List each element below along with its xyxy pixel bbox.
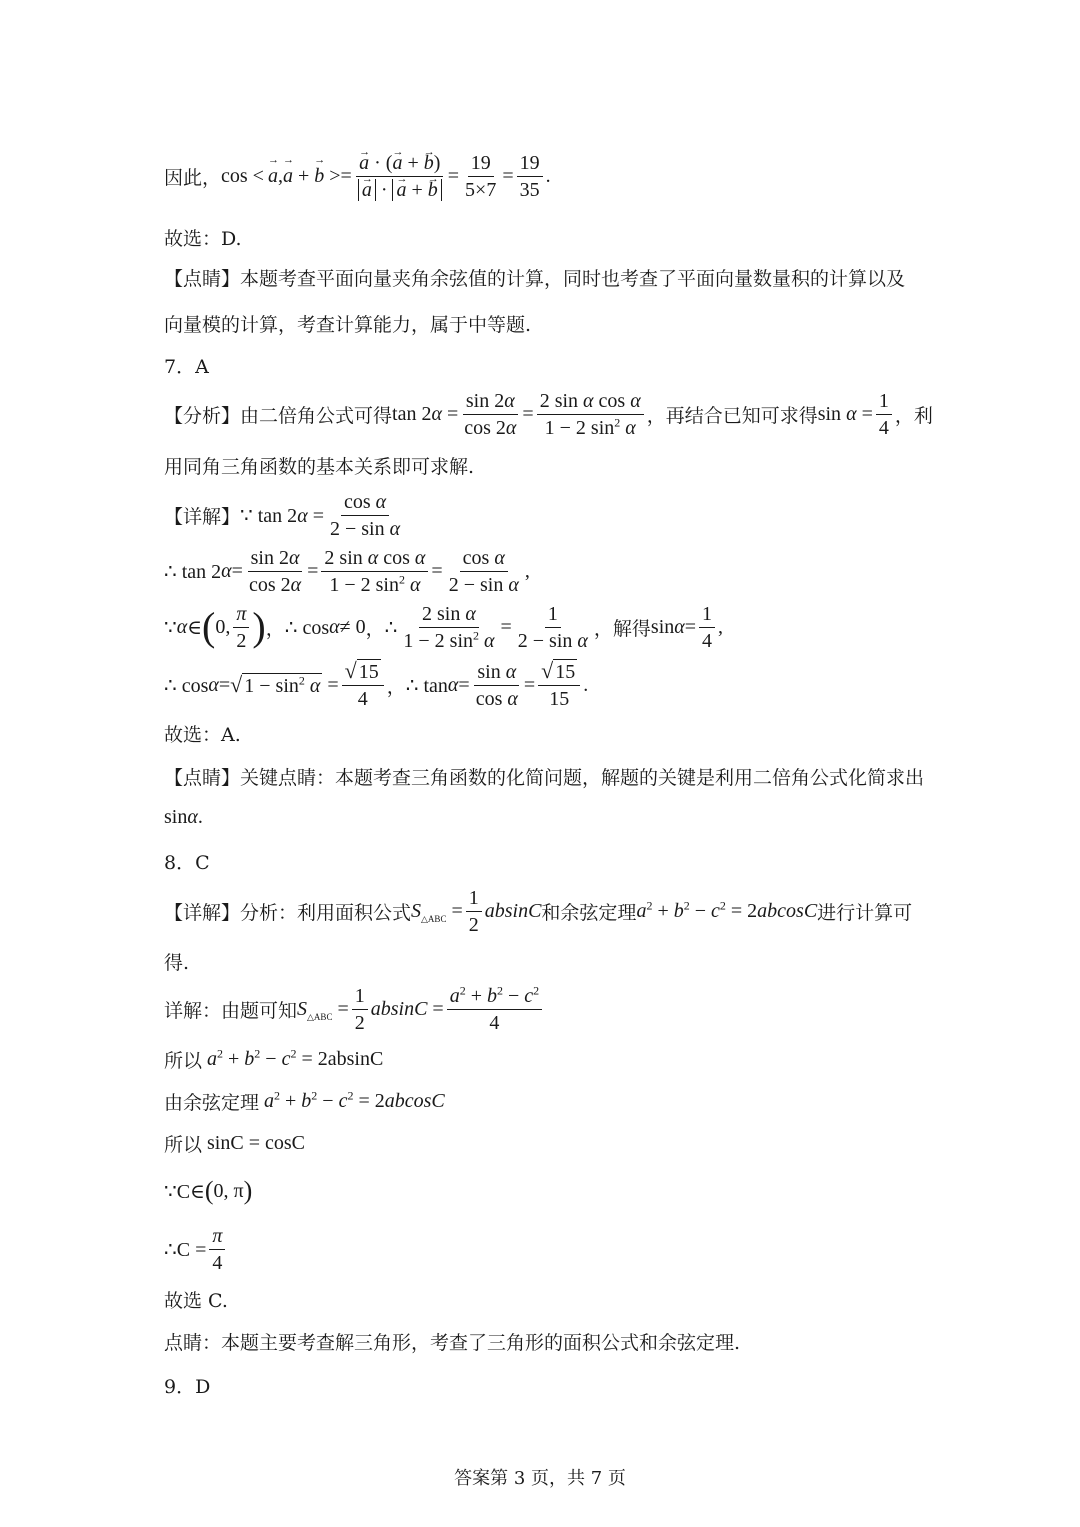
formula-cos-angle: 因此， cos < → a , → a + → b >= → a · (→ a + → b) → a · → a + → b = $\frac{19}{5\times 7}$ = $\frac{19}{35}$ . — [164, 140, 551, 212]
detail-8-line-5: 所以 sinC = cosC — [164, 1132, 305, 1156]
detail-7-line-2: ∴ tan 2 α = $\frac{\sin 2\alpha}{\cos 2\alpha}$ = $\frac{\text{2 sin α cos α}}{1 - 2 \sin^2 \alpha}$ = $\frac{\text{cos α}}{\text{2 − sin α}}$ , — [164, 546, 530, 596]
detail-8-line-2: 详解：由题可知 $S_{\triangle ABC}$ = $\frac{1}{2}$ absinC = $\frac{a^2 + b^2 - c^2}{4}$ — [164, 984, 545, 1034]
detail-8-line-1: 【详解】分析：利用面积公式 $S_{\triangle ABC}$ = $\frac{1}{2}$ absinC 和余弦定理 $a^2 + b^2 - c^2 = 2abcosC$ 进行计算可 — [164, 886, 913, 936]
note-7-continued: sin α . — [164, 806, 203, 828]
choice-a: 故选：A. — [164, 724, 241, 746]
question-9-heading: 9．D — [164, 1376, 211, 1398]
detail-8-line-6: ∵C∈ ( 0, π ) — [164, 1176, 253, 1205]
note-8: 点睛：本题主要考查解三角形，考查了三角形的面积公式和余弦定理. — [164, 1332, 741, 1354]
choice-d: 故选：D. — [164, 228, 242, 250]
detail-8-line-1-continued: 得. — [164, 952, 190, 974]
analysis-7: 【分析】由二倍角公式可得 tan 2α = $\frac{\sin 2\alpha}{\cos 2\alpha}$ = $\frac{\text{2 sin α cos α}}{1 - 2 \sin^2 \alpha}$ ，再结合已知可求得 sin α = $\frac{1}{4}$ ，利 — [164, 389, 933, 439]
detail-7-line-4: ∴ cos α = √ $1 - \sin^2 \alpha$ = √ 15 4 ， ∴ tan α = $\frac{\text{sin α}}{\text{cos α}}$ = √ 15 15 . — [164, 658, 589, 710]
analysis-7-continued: 用同角三角函数的基本关系即可求解. — [164, 456, 475, 478]
detail-7-line-1: 【详解】 ∵ tan 2α = $\frac{\text{cos α}}{\text{2 − sin α}}$ — [164, 490, 401, 540]
choice-c: 故选 C. — [164, 1290, 228, 1312]
detail-8-line-7: ∴C = $\frac{\pi}{4}$ — [164, 1226, 228, 1272]
note-paragraph-6: 【点睛】本题考查平面向量夹角余弦值的计算，同时也考查了平面向量数量积的计算以及向量模的计算，考查计算能力，属于中等题. — [164, 268, 906, 336]
detail-8-line-4: 由余弦定理 $a^2 + b^2 - c^2 = 2abcosC$ — [164, 1088, 445, 1114]
detail-8-line-3: 所以 $a^2 + b^2 - c^2 = 2absinC$ — [164, 1046, 384, 1072]
question-7-heading: 7．A — [164, 356, 209, 378]
page-footer: 答案第 3 页，共 7 页 — [454, 1468, 626, 1489]
detail-7-line-3: ∵ α ∈ ( 0, $\frac{\pi}{2}$ ) ， ∴ cos α ≠ 0 ， ∴ $\frac{\text{2 sin α}}{1 - 2 \sin^2 \alpha}$ = $\frac{1}{\text{2 − sin α}}$ ，解得 sin α = $\frac{1}{4}$ , — [164, 602, 724, 652]
note-7: 【点睛】关键点睛：本题考查三角函数的化简问题，解题的关键是利用二倍角公式化简求出 — [164, 767, 925, 789]
question-8-heading: 8．C — [164, 852, 210, 874]
